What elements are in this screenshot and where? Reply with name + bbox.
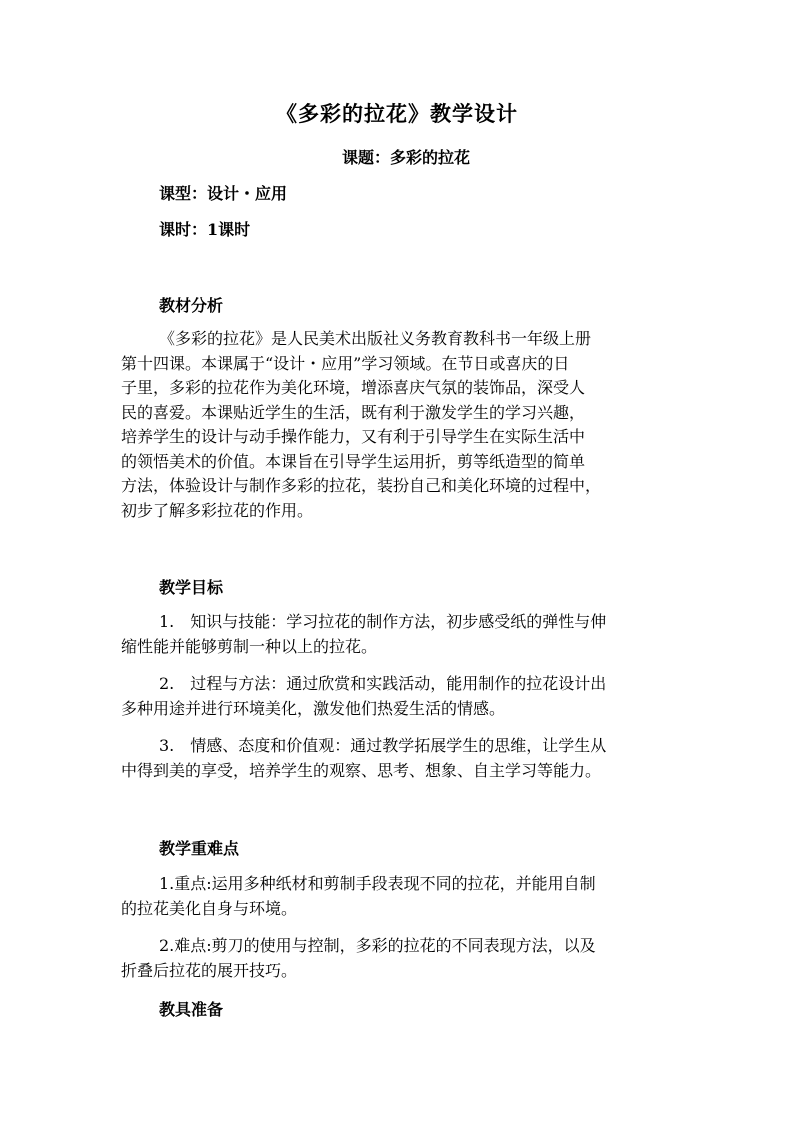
document-title: 《多彩的拉花》教学设计 — [276, 101, 518, 126]
paragraph-line: 《多彩的拉花》是人民美术出版社义务教育教科书一年级上册 — [159, 329, 592, 348]
objective-item — [121, 734, 681, 783]
paragraph-line: 多种用途并进行环境美化，激发他们热爱生活的情感。 — [121, 698, 506, 718]
paragraph-line: 3. 情感、态度和价值观：通过教学拓展学生的思维，让学生从 — [159, 736, 607, 755]
paragraph-line: 1. 知识与技能：学习拉花的制作方法，初步感受纸的弹性与伸 — [159, 612, 607, 631]
lesson-hours: 课时：1课时 — [159, 220, 251, 239]
paragraph-line: 2.难点:剪刀的使用与控制，多彩的拉花的不同表现方法，以及 — [159, 936, 596, 955]
objective-item — [121, 672, 681, 721]
key-point-item — [121, 934, 681, 983]
paragraph-line: 第十四课。本课属于“设计・应用”学习领域。在节日或喜庆的日 — [121, 353, 570, 373]
paragraph-line: 2. 过程与方法：通过欣赏和实践活动，能用制作的拉花设计出 — [159, 674, 607, 693]
section-heading-key-points: 教学重难点 — [159, 839, 240, 858]
paragraph-line: 子里，多彩的拉花作为美化环境，增添喜庆气氛的装饰品，深受人 — [121, 378, 586, 397]
lesson-subject: 课题：多彩的拉花 — [342, 148, 471, 167]
section-heading-analysis: 教材分析 — [159, 296, 224, 315]
paragraph-line: 1.重点:运用多种纸材和剪制手段表现不同的拉花，并能用自制 — [159, 874, 596, 893]
key-point-item — [121, 872, 681, 921]
lesson-type: 课型：设计・应用 — [159, 184, 288, 203]
paragraph-line: 民的喜爱。本课贴近学生的生活，既有利于激发学生的学习兴趣， — [121, 402, 586, 422]
objective-item — [121, 610, 681, 659]
paragraph-line: 的领悟美术的价值。本课旨在引导学生运用折，剪等纸造型的简单 — [121, 451, 586, 471]
paragraph-line: 缩性能并能够剪制一种以上的拉花。 — [121, 636, 378, 656]
paragraph-line: 培养学生的设计与动手操作能力，又有利于引导学生在实际生活中 — [121, 427, 586, 446]
paragraph-line: 折叠后拉花的展开技巧。 — [121, 960, 298, 980]
section-heading-materials: 教具准备 — [159, 1000, 224, 1019]
paragraph-line: 中得到美的享受，培养学生的观察、思考、想象、自主学习等能力。 — [121, 760, 602, 780]
paragraph-line: 的拉花美化自身与环境。 — [121, 898, 298, 918]
analysis-paragraph — [121, 327, 681, 523]
paragraph-line: 方法，体验设计与制作多彩的拉花，装扮自己和美化环境的过程中， — [121, 476, 602, 495]
section-heading-objectives: 教学目标 — [159, 578, 224, 597]
paragraph-line: 初步了解多彩拉花的作用。 — [121, 500, 314, 520]
